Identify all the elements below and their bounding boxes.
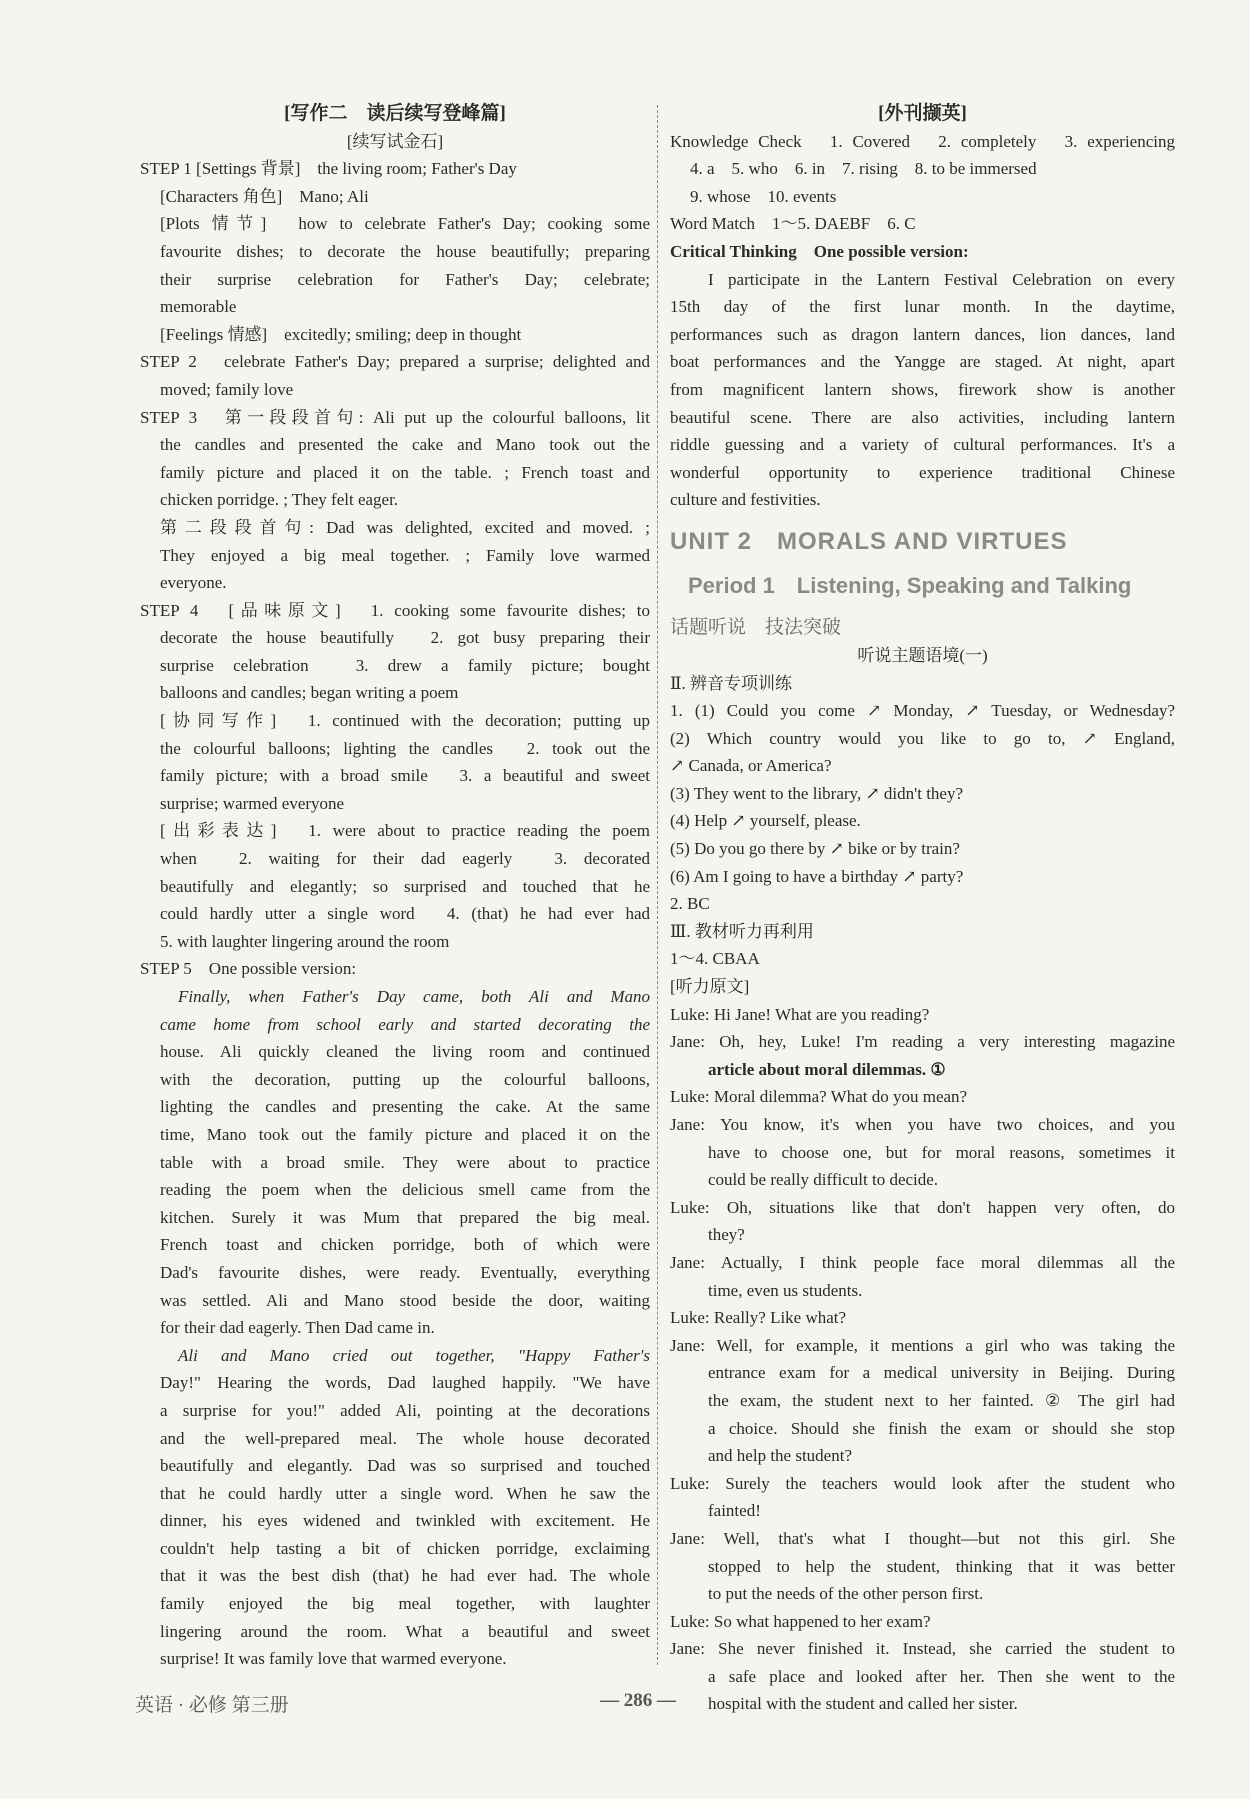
essay-line: Day!" Hearing the words, Dad laughed happily. "We have [160,1373,650,1393]
book-title: 英语 · 必修 第三册 [135,1695,289,1716]
answer-line: surprise celebration 3. drew a family picture; bought [160,655,650,675]
listening-line: Jane: She never finished it. Instead, she carried the student to [670,1639,1175,1659]
essay-line: time, Mano took out the family picture and placed it on the [160,1124,650,1144]
answer-line: [Characters 角色] Mano; Ali [160,186,369,206]
section-title: [写作二 读后续写登峰篇] [284,103,506,124]
section-title-right: [外刊撷英] [878,103,967,124]
answer-line: STEP 3 第一段段首句: Ali put up the colourful balloons, lit [140,407,650,427]
listening-line: have to choose one, but for moral reasons, sometimes it [708,1142,1175,1162]
listening-line: Ⅲ. 教材听力再利用 [670,921,814,941]
essay-line: and the well-prepared meal. The whole house decorated [160,1428,650,1448]
reading-answers [670,128,1175,514]
answer-line: Critical Thinking One possible version: [670,241,969,261]
essay-line: Finally, when Father's Day came, both Ali and Mano [178,987,650,1006]
answer-line: 第二段段首句: Dad was delighted, excited and moved. ; [160,517,650,537]
answer-line: Word Match 1～5. DAEBF 6. C [670,214,916,234]
answer-line: beautifully and elegantly; so surprised and touched that he [160,876,650,896]
listening-line: (2) Which country would you like to go to, ↗ England, [670,728,1175,748]
essay-line: Dad's favourite dishes, were ready. Eventually, everything [160,1262,650,1282]
listening-line: Jane: Well, for example, it mentions a girl who was taking the [670,1335,1175,1355]
answer-line: [出彩表达] 1. were about to practice reading the poem [160,821,650,841]
answer-line: [协同写作] 1. continued with the decoration; putting up [160,711,650,731]
listening-section [670,670,1175,1719]
essay-line: Ali and Mano cried out together, "Happy Father's [178,1345,650,1365]
answer-line: STEP 2 celebrate Father's Day; prepared a surprise; delighted and [140,352,650,372]
page-number: — 286 — [600,1690,676,1711]
answer-line: They enjoyed a big meal together. ; Family love warmed [160,545,650,565]
answer-line: boat performances and the Yangge are staged. At night, apart [670,352,1175,372]
answer-line: decorate the house beautifully 2. got busy preparing their [160,628,650,648]
answer-line: STEP 1 [Settings 背景] the living room; Father's Day [140,159,517,179]
answer-line: their surprise celebration for Father's Day; celebrate; [160,269,650,289]
column-divider [657,105,658,1665]
sample-essay [140,983,650,1673]
listening-line: hospital with the student and called her sister. [708,1694,1018,1714]
section-subtitle: [续写试金石] [346,131,444,151]
essay-line: French toast and chicken porridge, both of which were [160,1235,650,1255]
listening-line: ↗ Canada, or America? [670,756,832,776]
answer-line: riddle guessing and a variety of cultural performances. It's a [670,435,1175,455]
answer-line: balloons and candles; began writing a poem [160,683,459,703]
listening-line: Jane: You know, it's when you have two choices, and you [670,1115,1175,1134]
answer-line: family picture; with a broad smile 3. a beautiful and sweet [160,766,650,786]
listening-line: Jane: Oh, hey, Luke! I'm reading a very interesting magazine [670,1032,1175,1052]
essay-line: lingering around the room. What a beautiful and sweet [160,1621,650,1641]
essay-line: was settled. Ali and Mano stood beside the door, waiting [160,1290,650,1310]
answer-line: family picture and placed it on the table. ; French toast and [160,462,650,482]
answer-line: chicken porridge. ; They felt eager. [160,490,399,510]
listening-line: to put the needs of the other person first. [708,1584,984,1604]
listening-line: (5) Do you go there by ↗ bike or by train? [670,839,960,859]
essay-line: couldn't help tasting a bit of chicken porridge, exclaiming [160,1538,650,1558]
listening-line: Luke: So what happened to her exam? [670,1611,931,1631]
essay-line: dinner, his eyes widened and twinkled with excitement. He [160,1511,650,1531]
answer-line: surprise; warmed everyone [160,793,345,813]
essay-line: a surprise for you!" added Ali, pointing at the decorations [160,1400,650,1420]
listening-line: Luke: Oh, situations like that don't happen very often, do [670,1197,1175,1217]
listening-line: 1. (1) Could you come ↗ Monday, ↗ Tuesday, or Wednesday? [670,701,1175,721]
unit-title: UNIT 2 MORALS AND VIRTUES [670,527,1068,555]
answer-line: culture and festivities. [670,490,821,510]
listening-line: time, even us students. [708,1280,863,1300]
answer-line: when 2. waiting for their dad eagerly 3. decorated [160,849,650,869]
essay-line: that he could hardly utter a single word. When he saw the [160,1483,650,1503]
listening-line: [听力原文] [670,977,750,997]
answer-line: could hardly utter a single word 4. (that) he had ever had [160,904,650,924]
period-title: Period 1 Listening, Speaking and Talking [688,572,1132,598]
listening-line: and help the student? [708,1446,852,1466]
essay-line: table with a broad smile. They were about to practice [160,1152,650,1172]
listening-line: Luke: Surely the teachers would look after the student who [670,1473,1175,1493]
listening-line: could be really difficult to decide. [708,1170,939,1190]
listening-line: article about moral dilemmas. ① [708,1059,946,1079]
essay-line: for their dad eagerly. Then Dad came in. [160,1318,435,1338]
essay-line: reading the poem when the delicious smell came from the [160,1180,650,1200]
answer-steps [140,155,650,983]
topic-subheading: 听说主题语境(一) [857,645,988,665]
page-footer [135,1690,1175,1720]
listening-line: 1～4. CBAA [670,949,760,969]
essay-line: beautifully and elegantly. Dad was so surprised and touched [160,1456,650,1476]
essay-line: that it was the best dish (that) he had ever had. The whole [160,1566,650,1586]
answer-line: 15th day of the first lunar month. In the daytime, [670,297,1175,317]
listening-line: (3) They went to the library, ↗ didn't they? [670,783,964,803]
essay-line: kitchen. Surely it was Mum that prepared the big meal. [160,1207,650,1227]
answer-line: everyone. [160,573,227,593]
listening-line: Jane: Well, that's what I thought—but not this girl. She [670,1528,1175,1548]
right-column [670,100,1175,1718]
answer-line: wonderful opportunity to experience traditional Chinese [670,462,1175,482]
listening-line: (4) Help ↗ yourself, please. [670,811,861,831]
listening-line: Luke: Hi Jane! What are you reading? [670,1004,930,1024]
listening-line: the exam, the student next to her fainted. ② The girl had [708,1390,1175,1410]
listening-line: Jane: Actually, I think people face moral dilemmas all the [670,1252,1175,1272]
answer-line: STEP 4 [品味原文] 1. cooking some favourite dishes; to [140,600,650,620]
answer-line: the colourful balloons; lighting the candles 2. took out the [160,738,650,758]
answer-line: 9. whose 10. events [690,186,837,206]
listening-line: stopped to help the student, thinking that it was better [708,1556,1175,1576]
listening-line: a choice. Should she finish the exam or should she stop [708,1418,1175,1438]
left-column [140,100,650,1673]
listening-line: Ⅱ. 辨音专项训练 [670,673,793,693]
listening-line: Luke: Really? Like what? [670,1308,847,1328]
answer-line: STEP 5 One possible version: [140,959,357,979]
listening-line: entrance exam for a medical university in Beijing. During [708,1363,1175,1383]
answer-line: memorable [160,297,237,317]
essay-line: with the decoration, putting up the colourful balloons, [160,1069,650,1089]
listening-line: 2. BC [670,894,710,914]
essay-line: house. Ali quickly cleaned the living room and continued [160,1042,650,1062]
answer-line: 5. with laughter lingering around the room [160,931,450,951]
essay-line: surprise! It was family love that warmed everyone. [160,1649,507,1669]
listening-line: fainted! [708,1501,761,1521]
essay-line: came home from school early and started decorating the [160,1014,650,1034]
answer-line: [Feelings 情感] excitedly; smiling; deep in thought [160,324,522,344]
answer-line: 4. a 5. who 6. in 7. rising 8. to be immersed [690,159,1037,179]
answer-line: I participate in the Lantern Festival Celebration on every [708,269,1175,289]
essay-line: family enjoyed the big meal together, with laughter [160,1594,650,1614]
answer-line: moved; family love [160,379,294,399]
answer-line: from magnificent lantern shows, firework show is another [670,379,1175,399]
topic-heading: 话题听说 技法突破 [670,615,842,638]
answer-line: favourite dishes; to decorate the house beautifully; preparing [160,241,650,261]
answer-line: the candles and presented the cake and Mano took out the [160,435,650,455]
listening-line: Luke: Moral dilemma? What do you mean? [670,1087,968,1107]
answer-line: beautiful scene. There are also activities, including lantern [670,407,1175,427]
listening-line: (6) Am I going to have a birthday ↗ party? [670,866,964,886]
essay-line: lighting the candles and presenting the cake. At the same [160,1097,650,1117]
listening-line: a safe place and looked after her. Then she went to the [708,1666,1175,1686]
answer-line: Knowledge Check 1. Covered 2. completely 3. experiencing [670,131,1175,151]
listening-line: they? [708,1225,745,1245]
answer-line: performances such as dragon lantern dances, lion dances, land [670,324,1175,344]
answer-line: [Plots 情节] how to celebrate Father's Day; cooking some [160,214,650,234]
